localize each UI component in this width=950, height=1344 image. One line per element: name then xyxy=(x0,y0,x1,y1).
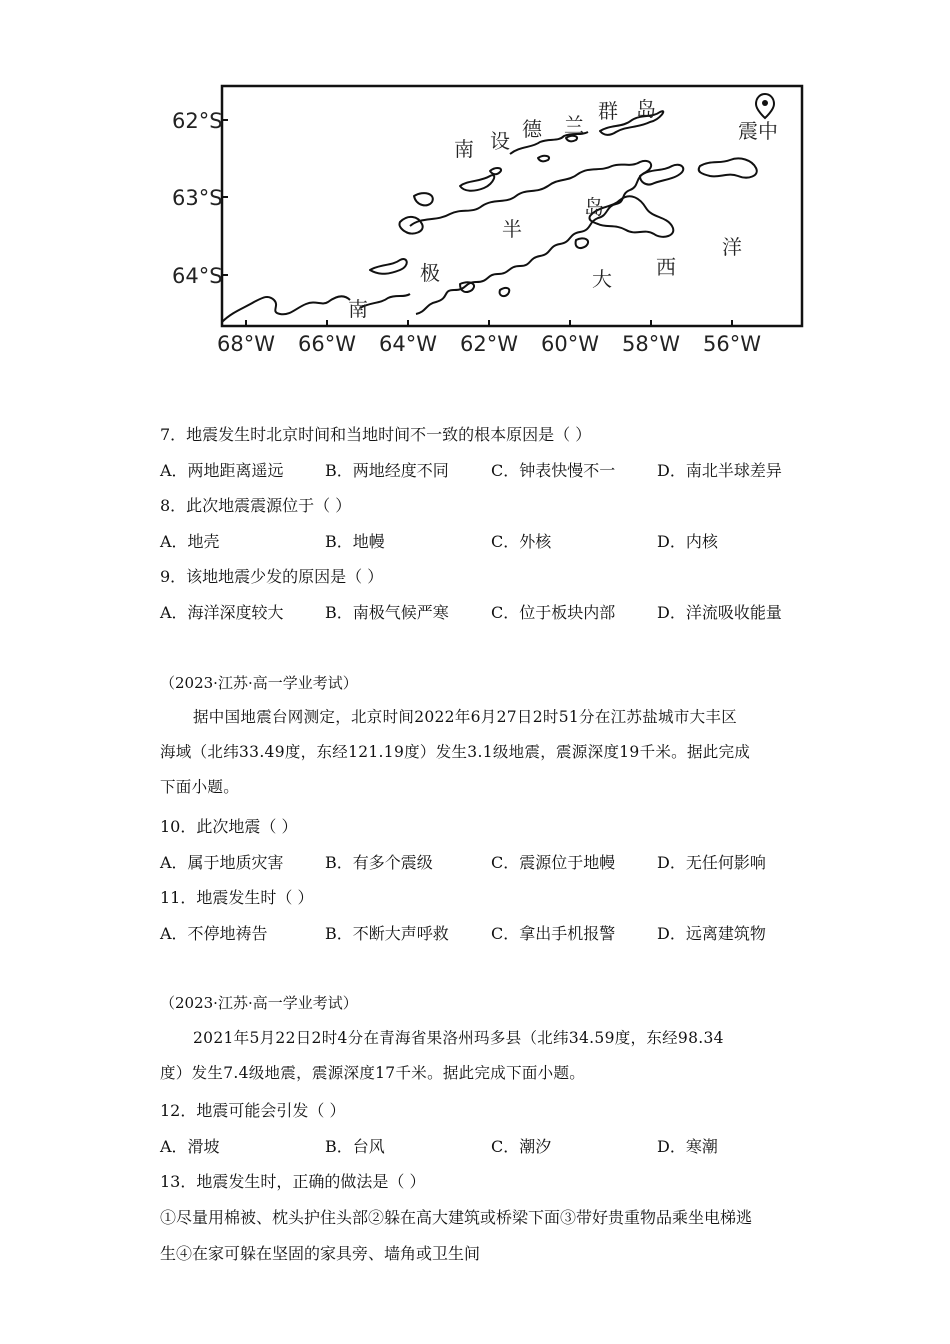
label-peninsula-3: 半 xyxy=(502,217,522,241)
question-9-option-b: B．南极气候严寒 xyxy=(325,603,449,622)
lat-label: 63°S xyxy=(172,186,223,210)
question-7-stem: 7．地震发生时北京时间和当地时间不一致的根本原因是（ ） xyxy=(160,425,592,444)
question-11-stem: 11．地震发生时（ ） xyxy=(160,888,314,907)
label-peninsula-1: 南 xyxy=(348,297,368,321)
question-7-option-d: D．南北半球差异 xyxy=(657,461,782,480)
lon-label: 62°W xyxy=(460,332,518,356)
question-10-option-c: C．震源位于地幔 xyxy=(491,853,616,872)
lon-label: 58°W xyxy=(622,332,680,356)
lon-label: 56°W xyxy=(703,332,761,356)
antarctic-peninsula-map xyxy=(160,76,820,366)
question-9-option-d: D．洋流吸收能量 xyxy=(657,603,782,622)
passage-2 xyxy=(160,1021,800,1091)
source-citation: （2023·江苏·高一学业考试） xyxy=(160,674,358,692)
question-13-statements: ①尽量用棉被、枕头护住头部②躲在高大建筑或桥梁下面③带好贵重物品乘坐电梯逃 xyxy=(160,1208,753,1227)
label-atlantic-2: 西 xyxy=(656,255,676,279)
passage-1-line: 下面小题。 xyxy=(160,778,240,796)
source-citation: （2023·江苏·高一学业考试） xyxy=(160,994,358,1012)
label-south-shetland-4: 兰 xyxy=(564,113,584,137)
question-11-option-a: A．不停地祷告 xyxy=(160,924,268,943)
passage-1 xyxy=(160,700,800,805)
question-12-option-d: D．寒潮 xyxy=(657,1137,718,1156)
question-9-stem: 9．该地地震少发的原因是（ ） xyxy=(160,567,384,586)
map-frame xyxy=(222,86,802,326)
question-11-option-c: C．拿出手机报警 xyxy=(491,924,616,943)
map-svg xyxy=(160,76,820,366)
label-peninsula-2: 极 xyxy=(420,261,440,285)
passage-2-line: 2021年5月22日2时4分在青海省果洛州玛多县（北纬34.59度，东经98.34 xyxy=(193,1029,724,1047)
question-8-option-d: D．内核 xyxy=(657,532,718,551)
label-atlantic-1: 大 xyxy=(592,267,612,291)
question-12-stem: 12．地震可能会引发（ ） xyxy=(160,1101,346,1120)
passage-1-line: 据中国地震台网测定，北京时间2022年6月27日2时51分在江苏盐城市大丰区 xyxy=(193,708,738,726)
question-10-stem: 10．此次地震（ ） xyxy=(160,817,298,836)
label-peninsula-4: 岛 xyxy=(584,195,604,219)
label-epicenter: 震中 xyxy=(738,119,778,143)
label-south-shetland-5: 群 xyxy=(598,99,618,123)
question-10-option-a: A．属于地质灾害 xyxy=(160,853,284,872)
lon-label: 64°W xyxy=(379,332,437,356)
label-south-shetland-1: 南 xyxy=(454,137,474,161)
epicenter-marker-icon xyxy=(756,94,774,118)
label-south-shetland-2: 设 xyxy=(490,129,510,153)
question-8-option-a: A．地壳 xyxy=(160,532,220,551)
lat-label: 64°S xyxy=(172,264,223,288)
question-12-option-c: C．潮汐 xyxy=(491,1137,552,1156)
question-8-option-b: B．地幔 xyxy=(325,532,385,551)
lon-label: 68°W xyxy=(217,332,275,356)
question-7-option-c: C．钟表快慢不一 xyxy=(491,461,616,480)
question-11-option-b: B．不断大声呼救 xyxy=(325,924,449,943)
question-12-option-b: B．台风 xyxy=(325,1137,385,1156)
label-atlantic-3: 洋 xyxy=(722,235,742,259)
question-8-option-c: C．外核 xyxy=(491,532,552,551)
lat-label: 62°S xyxy=(172,109,223,133)
question-7-option-a: A．两地距离遥远 xyxy=(160,461,284,480)
passage-1-line: 海域（北纬33.49度，东经121.19度）发生3.1级地震，震源深度19千米。据此完成 xyxy=(160,743,751,761)
passage-2-line: 度）发生7.4级地震，震源深度17千米。据此完成下面小题。 xyxy=(160,1064,586,1082)
question-9-option-a: A．海洋深度较大 xyxy=(160,603,284,622)
question-11-option-d: D．远离建筑物 xyxy=(657,924,766,943)
label-south-shetland-3: 德 xyxy=(522,117,542,141)
question-13-statements: 生④在家可躲在坚固的家具旁、墙角或卫生间 xyxy=(160,1244,481,1263)
question-7-option-b: B．两地经度不同 xyxy=(325,461,449,480)
label-south-shetland-6: 岛 xyxy=(636,97,656,121)
question-13-stem: 13．地震发生时，正确的做法是（ ） xyxy=(160,1172,426,1191)
question-10-option-d: D．无任何影响 xyxy=(657,853,766,872)
lon-label: 60°W xyxy=(541,332,599,356)
question-8-stem: 8．此次地震震源位于（ ） xyxy=(160,496,352,515)
lon-label: 66°W xyxy=(298,332,356,356)
question-10-option-b: B．有多个震级 xyxy=(325,853,433,872)
question-12-option-a: A．滑坡 xyxy=(160,1137,220,1156)
question-9-option-c: C．位于板块内部 xyxy=(491,603,616,622)
